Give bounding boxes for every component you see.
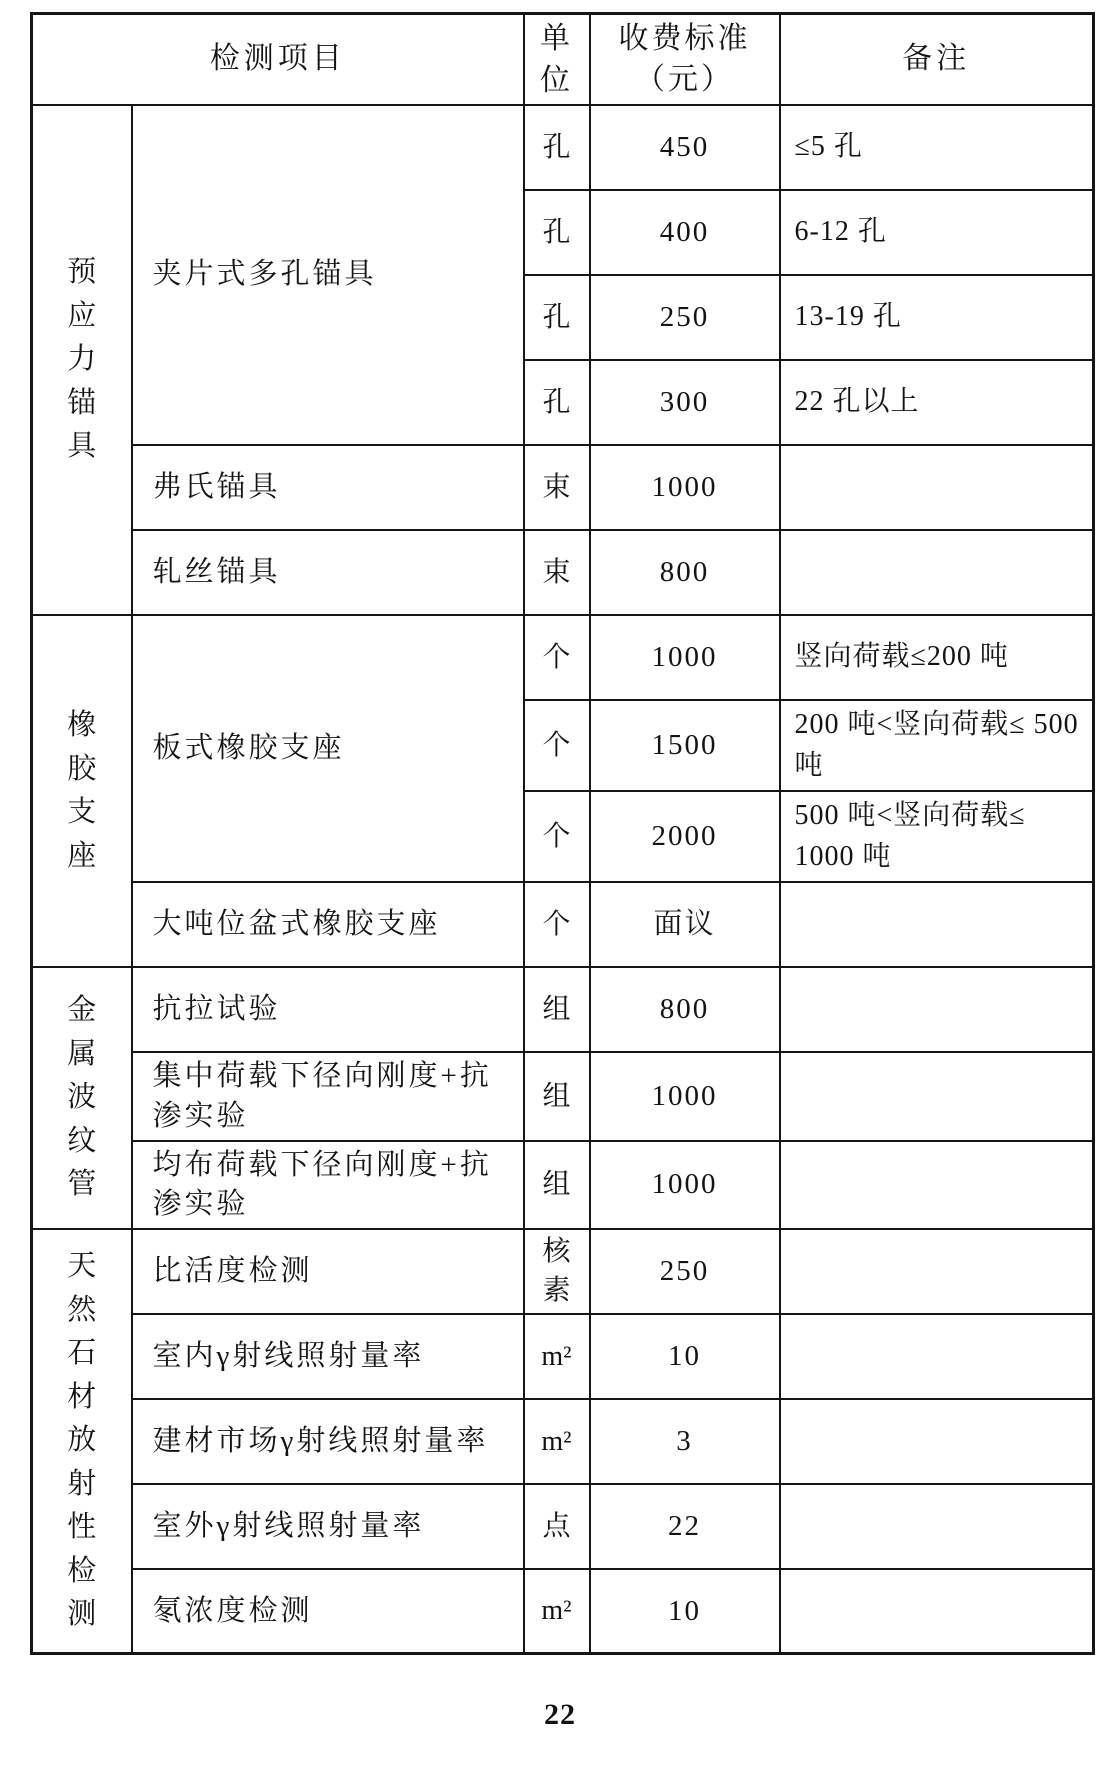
unit-cell: m² xyxy=(524,1314,590,1399)
remark-cell: 6-12 孔 xyxy=(780,190,1094,275)
remark-cell xyxy=(780,967,1094,1052)
table-header-row xyxy=(32,14,1094,106)
item-cell: 比活度检测 xyxy=(132,1229,524,1314)
fee-cell: 450 xyxy=(590,105,780,190)
fee-cell: 800 xyxy=(590,530,780,615)
remark-cell xyxy=(780,1484,1094,1569)
group-label-prestressed-anchorage: 预应力锚具 xyxy=(32,105,132,615)
unit-cell: 孔 xyxy=(524,360,590,445)
unit-cell: 个 xyxy=(524,700,590,791)
remark-cell xyxy=(780,882,1094,967)
table-row xyxy=(32,882,1094,967)
fee-cell: 1000 xyxy=(590,1052,780,1140)
remark-cell: 22 孔以上 xyxy=(780,360,1094,445)
group-label-metal-corrugated-pipe: 金属波纹管 xyxy=(32,967,132,1229)
unit-cell: 点 xyxy=(524,1484,590,1569)
item-cell: 均布荷载下径向刚度+抗渗实验 xyxy=(132,1141,524,1229)
item-cell: 建材市场γ射线照射量率 xyxy=(132,1399,524,1484)
remark-cell xyxy=(780,1569,1094,1654)
unit-cell: 个 xyxy=(524,791,590,882)
table-row xyxy=(32,1569,1094,1654)
item-cell: 弗氏锚具 xyxy=(132,445,524,530)
fee-schedule-table xyxy=(30,12,1095,1655)
group-label-rubber-bearing: 橡胶支座 xyxy=(32,615,132,967)
fee-cell: 400 xyxy=(590,190,780,275)
header-item: 检测项目 xyxy=(32,14,524,106)
remark-cell xyxy=(780,445,1094,530)
fee-cell: 2000 xyxy=(590,791,780,882)
table-row xyxy=(32,105,1094,190)
unit-cell: 个 xyxy=(524,882,590,967)
remark-cell: 竖向荷载≤200 吨 xyxy=(780,615,1094,700)
header-remark: 备注 xyxy=(780,14,1094,106)
fee-cell: 800 xyxy=(590,967,780,1052)
remark-cell xyxy=(780,530,1094,615)
header-fee-line1: 收费标准 xyxy=(618,22,751,55)
item-cell: 氡浓度检测 xyxy=(132,1569,524,1654)
unit-cell: 束 xyxy=(524,445,590,530)
fee-cell: 1000 xyxy=(590,615,780,700)
item-cell: 室内γ射线照射量率 xyxy=(132,1314,524,1399)
table-row xyxy=(32,445,1094,530)
table-row xyxy=(32,615,1094,700)
unit-cell: 束 xyxy=(524,530,590,615)
item-cell: 板式橡胶支座 xyxy=(132,615,524,882)
table-row xyxy=(32,1484,1094,1569)
remark-cell: ≤5 孔 xyxy=(780,105,1094,190)
fee-cell: 1000 xyxy=(590,445,780,530)
remark-cell xyxy=(780,1314,1094,1399)
unit-cell: 组 xyxy=(524,1141,590,1229)
remark-cell: 500 吨<竖向荷载≤ 1000 吨 xyxy=(780,791,1094,882)
table-row xyxy=(32,1314,1094,1399)
item-cell: 集中荷载下径向刚度+抗渗实验 xyxy=(132,1052,524,1140)
item-cell: 夹片式多孔锚具 xyxy=(132,105,524,445)
fee-cell: 1500 xyxy=(590,700,780,791)
unit-cell: m² xyxy=(524,1399,590,1484)
item-cell: 轧丝锚具 xyxy=(132,530,524,615)
fee-cell: 1000 xyxy=(590,1141,780,1229)
header-unit-text: 单位 xyxy=(540,21,574,97)
fee-cell: 300 xyxy=(590,360,780,445)
fee-cell: 22 xyxy=(590,1484,780,1569)
unit-cell: m² xyxy=(524,1569,590,1654)
table-row xyxy=(32,1229,1094,1314)
fee-cell: 3 xyxy=(590,1399,780,1484)
fee-cell: 10 xyxy=(590,1569,780,1654)
unit-cell: 组 xyxy=(524,1052,590,1140)
table-row xyxy=(32,1141,1094,1229)
table-row xyxy=(32,1399,1094,1484)
fee-cell: 250 xyxy=(590,275,780,360)
remark-cell xyxy=(780,1141,1094,1229)
unit-cell xyxy=(524,1229,590,1314)
table-row xyxy=(32,967,1094,1052)
unit-cell: 孔 xyxy=(524,190,590,275)
fee-cell: 10 xyxy=(590,1314,780,1399)
item-cell: 抗拉试验 xyxy=(132,967,524,1052)
unit-text: 核素 xyxy=(542,1236,571,1307)
page-number: 22 xyxy=(544,1698,576,1731)
table-row xyxy=(32,530,1094,615)
header-fee xyxy=(590,14,780,106)
fee-cell: 面议 xyxy=(590,882,780,967)
remark-cell: 200 吨<竖向荷载≤ 500 吨 xyxy=(780,700,1094,791)
item-cell: 室外γ射线照射量率 xyxy=(132,1484,524,1569)
unit-cell: 组 xyxy=(524,967,590,1052)
unit-cell: 孔 xyxy=(524,105,590,190)
table-row xyxy=(32,1052,1094,1140)
remark-cell xyxy=(780,1399,1094,1484)
header-unit xyxy=(524,14,590,106)
item-cell: 大吨位盆式橡胶支座 xyxy=(132,882,524,967)
unit-cell: 孔 xyxy=(524,275,590,360)
remark-cell: 13-19 孔 xyxy=(780,275,1094,360)
unit-cell: 个 xyxy=(524,615,590,700)
fee-cell: 250 xyxy=(590,1229,780,1314)
header-fee-line2: （元） xyxy=(635,62,734,96)
remark-cell xyxy=(780,1052,1094,1140)
group-label-natural-stone-radioactivity: 天然石材放射性检测 xyxy=(32,1229,132,1654)
remark-cell xyxy=(780,1229,1094,1314)
